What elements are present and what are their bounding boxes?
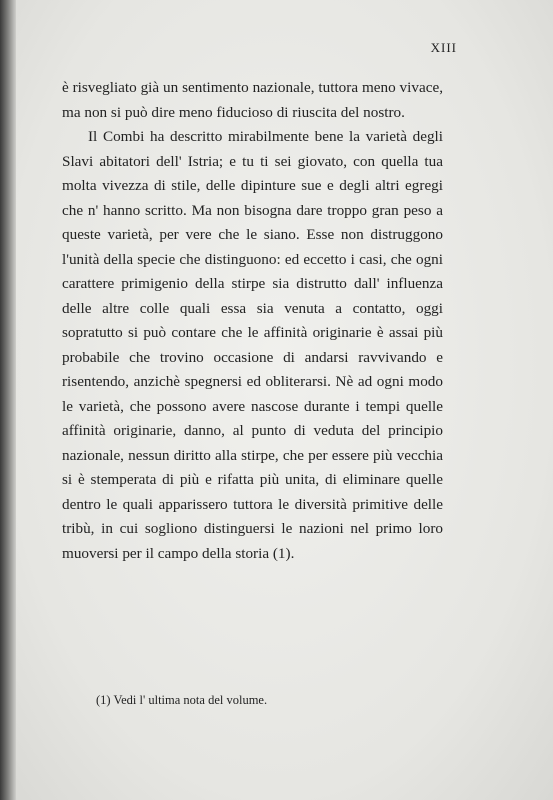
- footnote: (1) Vedi l' ultima nota del volume.: [96, 693, 268, 707]
- paragraph-2: Il Combi ha descritto mirabilmente bene la varietà degli Slavi abitatori dell' Istria; e tu ti sei giovato, con quella tua molta vivezza di stile, delle dipinture sue e degli altri egregi che n' hanno scritto. Ma non bisogna dare troppo gran peso a queste varietà, per vere che le siano. Esse non distruggono l'unità della specie che distinguono: ed eccetto i casi, che ogni carattere primigenio della stirpe sia distrutto dall' influenza delle altre colle quali essa sia venuta a contatto, oggi sopratutto si può contare che le affinità originarie è assai più probabile che trovino occasione di andarsi ravvivando e risentendo, anzichè spegnersi ed obliterarsi. Nè ad ogni modo le varietà, che possono avere nascose durante i tempi quelle affinità originarie, danno, al punto di veduta del principio nazionale, nessun diritto alla stirpe, che per essere più vecchia si è stemperata di più e rifatta più unita, di eliminare quelle dentro le quali apparissero tuttora le diversità primitive delle tribù, in cui sogliono distinguersi le nazioni nel primo loro muoversi per il campo della storia (1).: [62, 128, 443, 562]
- paragraph-1: è risvegliato già un sentimento nazionale, tuttora meno vivace, ma non si può dire meno fiducioso di riuscita del nostro.: [62, 79, 443, 121]
- body-text: [62, 76, 443, 566]
- book-binding-edge: [0, 0, 16, 800]
- page-number: XIII: [430, 40, 457, 55]
